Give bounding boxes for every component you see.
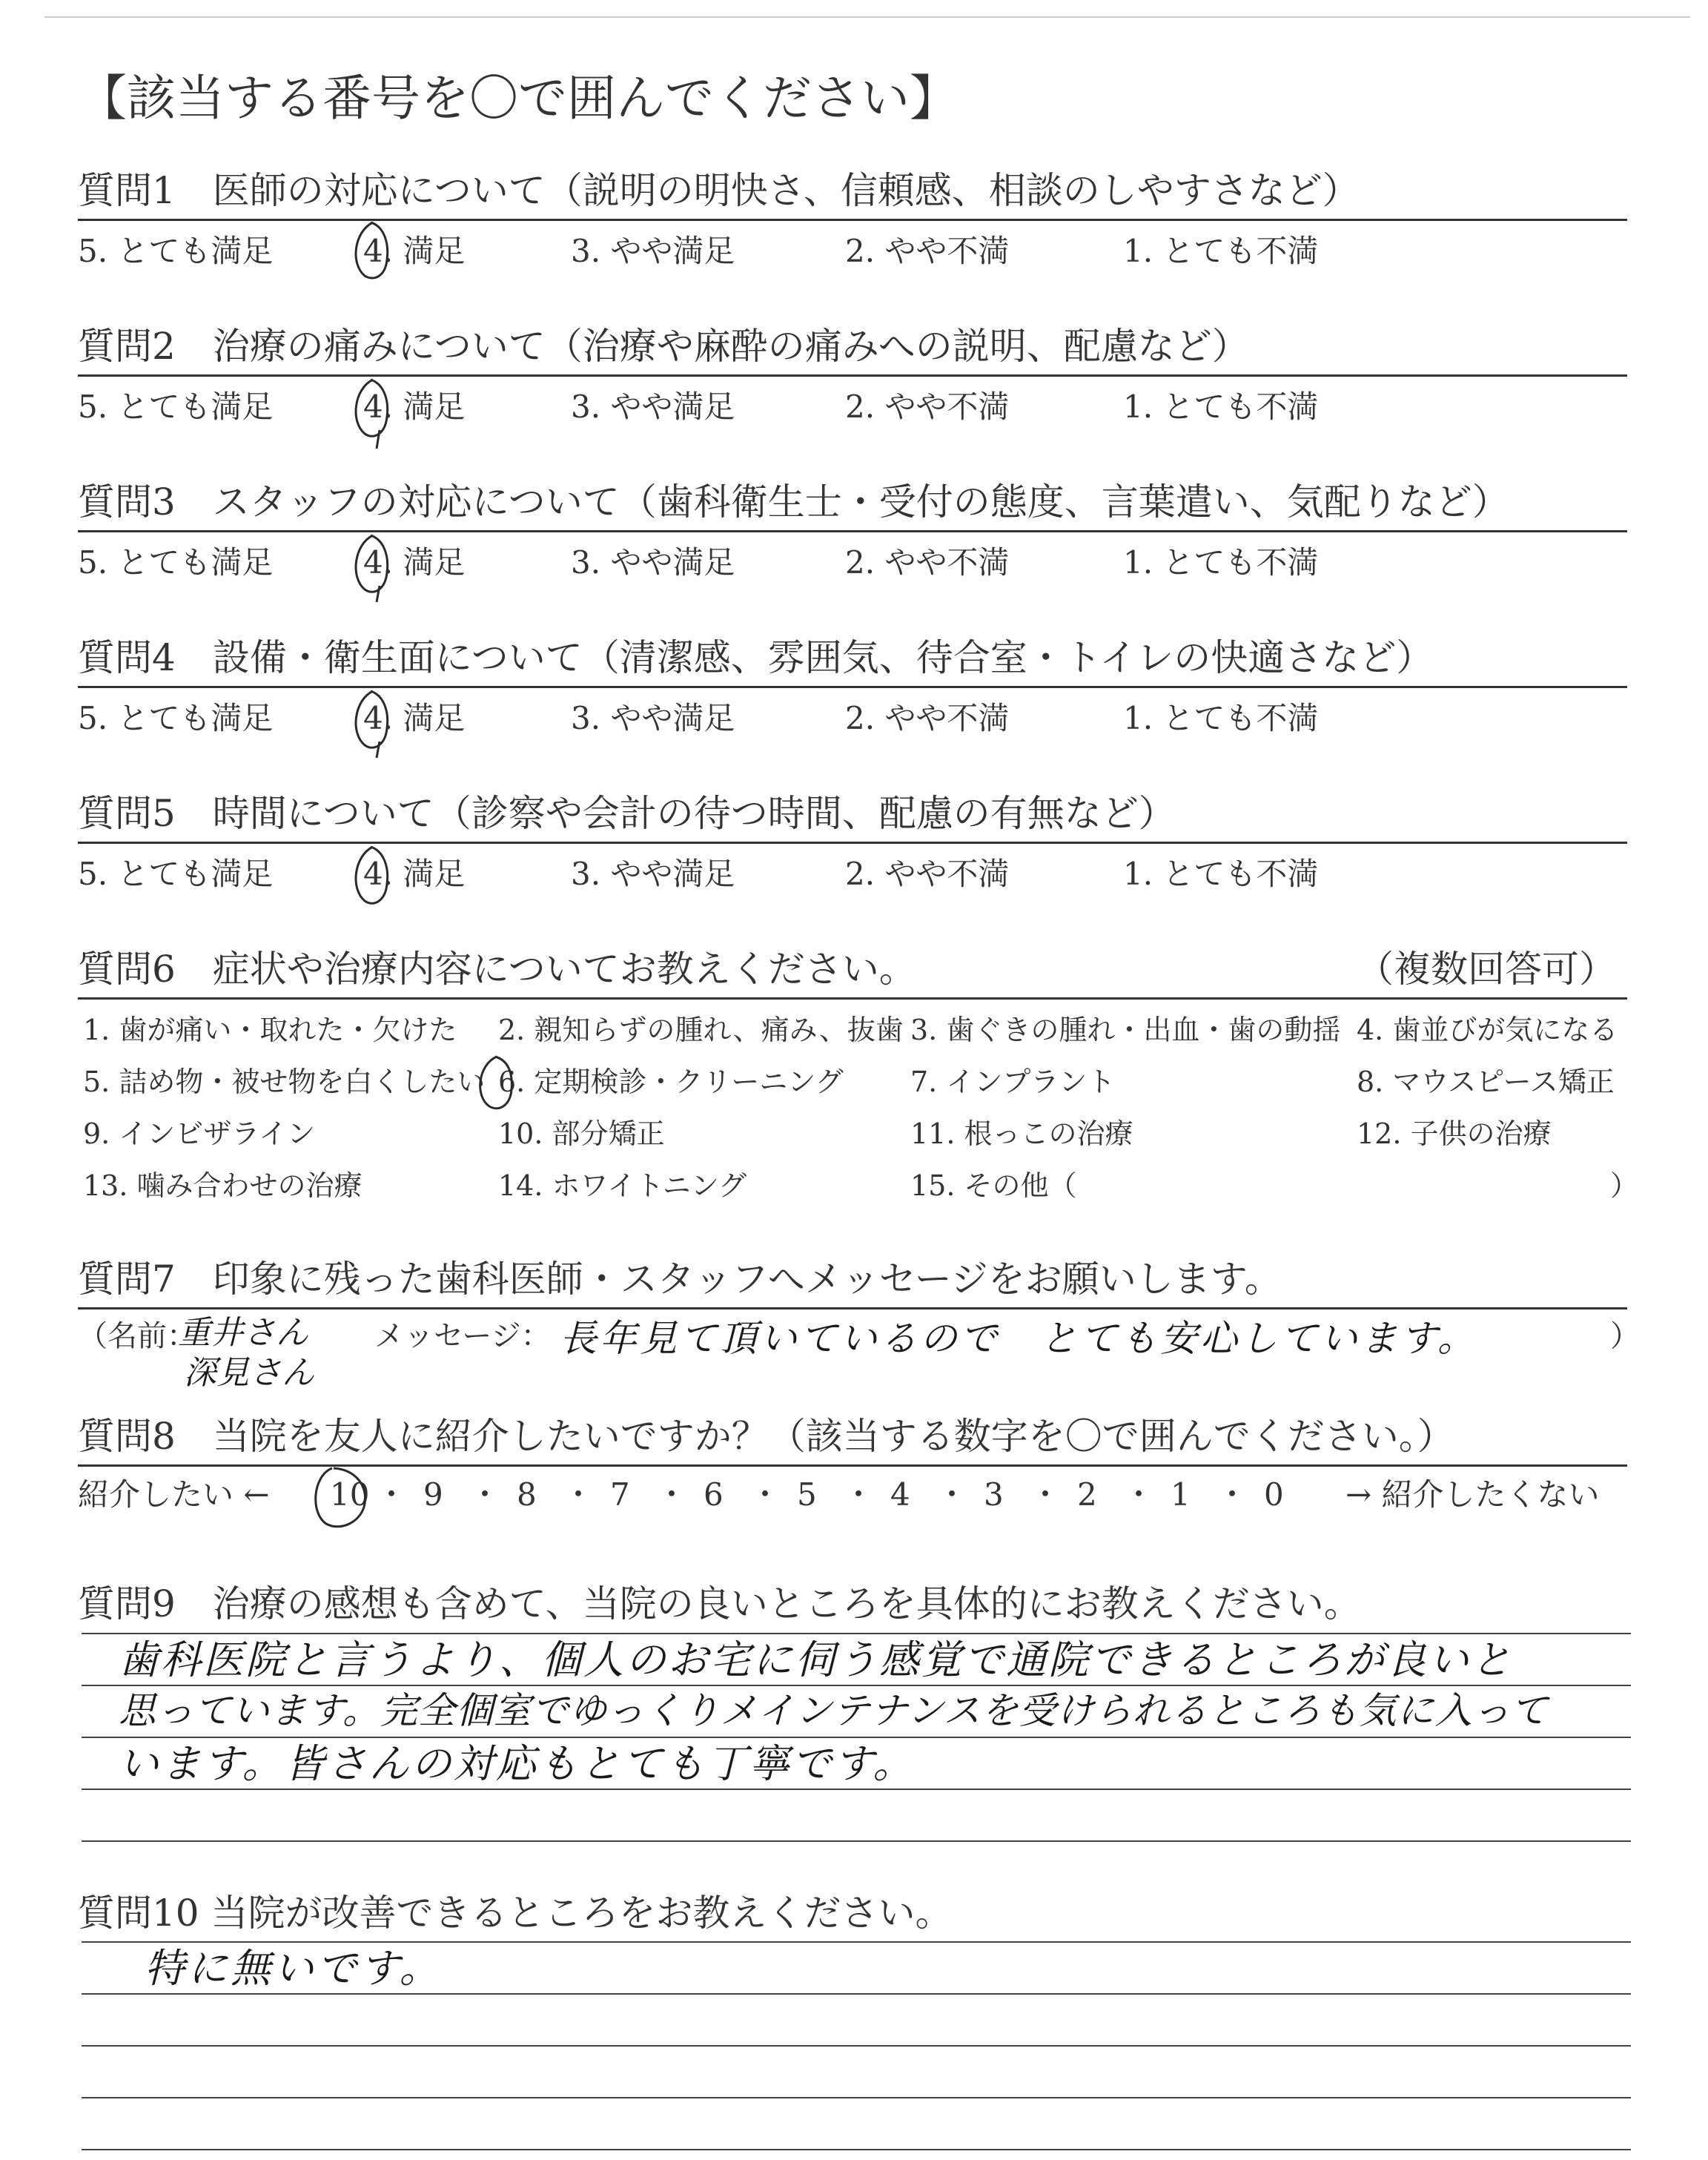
q1-option-2[interactable]: 2. やや不満 [845, 233, 1010, 269]
question-10-label: 質問10 当院が改善できるところをお教えください。 [78, 1892, 953, 1935]
q5-option-2[interactable]: 2. やや不満 [845, 856, 1010, 892]
q7-message-label: メッセージ： [374, 1319, 551, 1353]
q7-name-label: （名前： [78, 1319, 196, 1353]
question-5-label: 質問5 時間について（診察や会計の待つ時間、配慮の有無など） [78, 792, 1176, 835]
q8-scale-separator: ・ [376, 1476, 408, 1513]
q6-item-10[interactable]: 10. 部分矯正 [498, 1117, 665, 1150]
q5-option-4[interactable]: 4. 満足 [363, 856, 466, 892]
q3-option-3[interactable]: 3. やや満足 [571, 544, 735, 581]
q6-item-11[interactable]: 11. 根っこの治療 [910, 1117, 1133, 1150]
q1-circle-mark [356, 222, 388, 278]
q8-scale-3[interactable]: 3 [984, 1476, 1004, 1513]
q8-scale-7[interactable]: 7 [610, 1476, 630, 1513]
q8-scale-separator: ・ [936, 1476, 968, 1513]
q6-item-9[interactable]: 9. インビザライン [83, 1117, 316, 1150]
q8-scale-10[interactable]: 10 [330, 1476, 370, 1513]
q7-message-value[interactable]: 長年見て頂いているので とても安心しています。 [560, 1317, 1477, 1360]
q8-left-label: 紹介したい ← [78, 1476, 270, 1513]
q6-item-1[interactable]: 1. 歯が痛い・取れた・欠けた [83, 1014, 457, 1046]
q8-scale-separator: ・ [1217, 1476, 1248, 1513]
q5-option-5[interactable]: 5. とても満足 [78, 856, 274, 892]
q2-option-5[interactable]: 5. とても満足 [78, 389, 274, 425]
question-2-label: 質問2 治療の痛みについて（治療や麻酔の痛みへの説明、配慮など） [78, 325, 1249, 368]
q3-option-4[interactable]: 4. 満足 [363, 544, 466, 581]
q8-scale-separator: ・ [1030, 1476, 1062, 1513]
q6-item-8[interactable]: 8. マウスピース矯正 [1357, 1066, 1615, 1098]
q8-scale-separator: ・ [843, 1476, 875, 1513]
question-4-label: 質問4 設備・衛生面について（清潔感、雰囲気、待合室・トイレの快適さなど） [78, 636, 1434, 679]
q8-scale-separator: ・ [1123, 1476, 1155, 1513]
q5-option-3[interactable]: 3. やや満足 [571, 856, 735, 892]
q6-item-7[interactable]: 7. インプラント [910, 1066, 1116, 1098]
q8-scale-1[interactable]: 1 [1171, 1476, 1191, 1513]
q8-scale-0[interactable]: 0 [1264, 1476, 1284, 1513]
q4-option-4[interactable]: 4. 満足 [363, 700, 466, 736]
q5-circle-mark [356, 847, 388, 903]
q3-option-1[interactable]: 1. とても不満 [1123, 544, 1319, 581]
q6-item-15-close: ） [1610, 1169, 1639, 1202]
q6-item-3[interactable]: 3. 歯ぐきの腫れ・出血・歯の動揺 [910, 1014, 1341, 1046]
q1-option-3[interactable]: 3. やや満足 [571, 233, 735, 269]
question-3-label: 質問3 スタッフの対応について（歯科衛生士・受付の態度、言葉遣い、気配りなど） [78, 480, 1509, 524]
question-9-label: 質問9 治療の感想も含めて、当院の良いところを具体的にお教えください。 [78, 1582, 1361, 1625]
question-1-label: 質問1 医師の対応について（説明の明快さ、信頼感、相談のしやすさなど） [78, 169, 1360, 212]
q9-answer-line-1[interactable]: 歯科医院と言うより、個人のお宅に伺う感覚で通院できるところが良いと [119, 1636, 1513, 1683]
question-6-label: 質問6 症状や治療内容についてお教えください。 [78, 948, 916, 991]
q6-item-15[interactable]: 15. その他（ [910, 1169, 1077, 1202]
q5-option-1[interactable]: 1. とても不満 [1123, 856, 1319, 892]
q2-option-4[interactable]: 4. 満足 [363, 389, 466, 425]
q6-item-2[interactable]: 2. 親知らずの腫れ、痛み、抜歯 [498, 1014, 904, 1046]
q3-option-5[interactable]: 5. とても満足 [78, 544, 274, 581]
q3-option-2[interactable]: 2. やや不満 [845, 544, 1010, 581]
q2-option-3[interactable]: 3. やや満足 [571, 389, 735, 425]
question-6-note: （複数回答可） [1357, 948, 1616, 991]
q8-circle-mark [316, 1468, 365, 1527]
q8-scale-4[interactable]: 4 [890, 1476, 910, 1513]
question-7-label: 質問7 印象に残った歯科医師・スタッフへメッセージをお願いします。 [78, 1258, 1282, 1301]
q2-circle-mark [356, 380, 388, 449]
q4-circle-mark [356, 691, 388, 758]
q9-answer-line-3[interactable]: います。皆さんの対応もとても丁寧です。 [119, 1740, 916, 1787]
question-8-label: 質問8 当院を友人に紹介したいですか？（該当する数字を〇で囲んでください。） [78, 1415, 1454, 1458]
q7-close: ） [1610, 1319, 1640, 1353]
q8-scale-5[interactable]: 5 [797, 1476, 817, 1513]
q6-item-13[interactable]: 13. 噛み合わせの治療 [83, 1169, 363, 1202]
q6-item-12[interactable]: 12. 子供の治療 [1357, 1117, 1552, 1150]
q2-option-1[interactable]: 1. とても不満 [1123, 389, 1319, 425]
q10-answer[interactable]: 特に無いです。 [145, 1945, 443, 1992]
q8-scale-separator: ・ [469, 1476, 501, 1513]
q8-scale-separator: ・ [749, 1476, 781, 1513]
q9-answer-line-2[interactable]: 思っています。完全個室でゆっくりメインテナンスを受けられるところも気に入って [119, 1689, 1549, 1732]
q1-option-5[interactable]: 5. とても満足 [78, 233, 274, 269]
q6-circle-mark [480, 1057, 512, 1109]
q3-circle-mark [356, 535, 388, 602]
q6-item-4[interactable]: 4. 歯並びが気になる [1357, 1014, 1618, 1046]
q7-name-value-1[interactable]: 重井さん [178, 1314, 308, 1352]
q2-option-2[interactable]: 2. やや不満 [845, 389, 1010, 425]
q1-option-1[interactable]: 1. とても不満 [1123, 233, 1319, 269]
q6-item-5[interactable]: 5. 詰め物・被せ物を白くしたい [83, 1066, 486, 1098]
q8-scale-8[interactable]: 8 [517, 1476, 537, 1513]
q8-scale-separator: ・ [563, 1476, 595, 1513]
q1-option-4[interactable]: 4. 満足 [363, 233, 466, 269]
q8-right-label: → 紹介したくない [1345, 1476, 1600, 1513]
q8-scale-6[interactable]: 6 [704, 1476, 724, 1513]
q4-option-5[interactable]: 5. とても満足 [78, 700, 274, 736]
q7-name-value-2[interactable]: 深見さん [184, 1354, 314, 1392]
q6-item-6[interactable]: 6. 定期検診・クリーニング [498, 1066, 844, 1098]
page-title: 【該当する番号を〇で囲んでください】 [78, 70, 959, 127]
q6-item-14[interactable]: 14. ホワイトニング [498, 1169, 747, 1202]
q4-option-3[interactable]: 3. やや満足 [571, 700, 735, 736]
q8-scale-2[interactable]: 2 [1077, 1476, 1097, 1513]
q4-option-2[interactable]: 2. やや不満 [845, 700, 1010, 736]
q8-scale-9[interactable]: 9 [423, 1476, 443, 1513]
q4-option-1[interactable]: 1. とても不満 [1123, 700, 1319, 736]
q8-scale-separator: ・ [656, 1476, 688, 1513]
